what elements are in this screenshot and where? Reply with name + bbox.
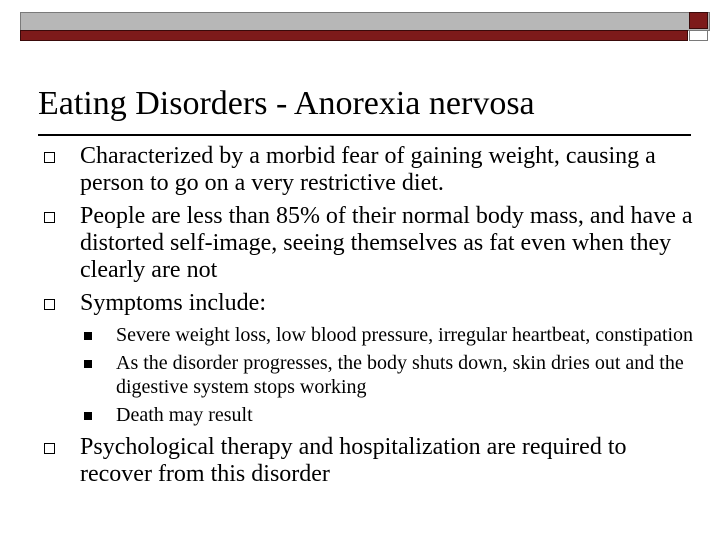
bullet-item — [38, 143, 698, 197]
sub-bullet-text: As the disorder progresses, the body shuts down, skin dries out and the digestive system stops working — [116, 352, 684, 398]
hollow-square-icon — [44, 443, 55, 454]
gray-band — [20, 12, 710, 31]
hollow-square-icon — [44, 152, 55, 163]
bullet-text: Characterized by a morbid fear of gaining weight, causing a person to go on a very restrictive diet. — [80, 143, 656, 196]
bullet-list — [38, 143, 698, 488]
hollow-square-icon — [44, 212, 55, 223]
decorative-top-band — [20, 12, 710, 40]
bullet-item — [38, 434, 698, 488]
red-band — [20, 30, 688, 41]
slide-title: Eating Disorders - Anorexia nervosa — [38, 85, 535, 122]
bullet-item — [38, 290, 698, 317]
sub-bullet-item — [38, 323, 698, 347]
hollow-square-icon — [44, 299, 55, 310]
filled-square-icon — [84, 332, 92, 340]
sub-bullet-text: Severe weight loss, low blood pressure, irregular heartbeat, constipation — [116, 324, 694, 346]
white-square — [689, 30, 708, 41]
filled-square-icon — [84, 412, 92, 420]
bullet-item — [38, 203, 698, 284]
title-underline — [38, 134, 691, 136]
red-square — [689, 12, 708, 29]
bullet-text: Psychological therapy and hospitalization are required to recover from this disorder — [80, 434, 627, 487]
bullet-text: People are less than 85% of their normal body mass, and have a distorted self-image, seeing themselves as fat even when they clearly are not — [80, 203, 693, 283]
sub-bullet-text: Death may result — [116, 404, 253, 426]
bullet-text: Symptoms include: — [80, 290, 266, 316]
sub-bullet-item — [38, 403, 698, 427]
sub-bullet-list — [38, 323, 698, 427]
sub-bullet-item — [38, 351, 698, 399]
filled-square-icon — [84, 360, 92, 368]
